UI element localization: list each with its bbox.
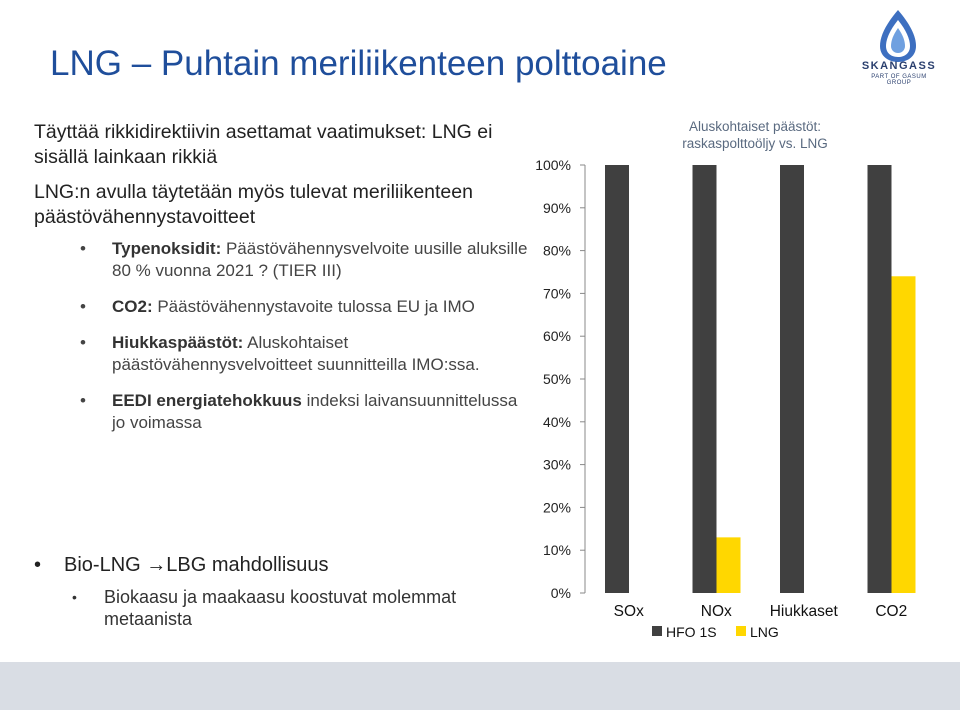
footer-bar [0, 662, 960, 710]
y-tick-label: 50% [542, 371, 571, 387]
logo-name: SKANGASS [861, 60, 937, 72]
bullet-text: Päästövähennystavoite tulossa EU ja IMO [152, 297, 475, 316]
x-tick-label: SOx [613, 603, 644, 620]
chart-title-line: Aluskohtaiset päästöt: [688, 119, 822, 134]
y-tick-label: 20% [542, 499, 571, 516]
x-tick-label: CO2 [875, 603, 908, 620]
y-tick-label: 80% [542, 242, 571, 259]
y-tick-label: 30% [542, 456, 571, 473]
bullet-list [34, 238, 534, 434]
lead-1: Täyttää rikkidirektiivin asettamat vaatimukset: LNG ei sisällä lainkaan rikkiä [34, 121, 493, 168]
bar-lng [892, 276, 916, 593]
y-tick-label: 0% [550, 585, 571, 601]
bullet-glyph: • [80, 297, 86, 316]
page-title: LNG – Puhtain meriliikenteen polttoaine [50, 44, 667, 83]
bullet-bold: CO2: [112, 297, 153, 316]
legend-swatch [652, 626, 662, 636]
legend-swatch [736, 626, 746, 636]
list-item [34, 390, 534, 434]
bullet-bold: EEDI energiatehokkuus [112, 391, 302, 410]
bullet-glyph: • [80, 239, 86, 258]
y-tick-label: 70% [542, 285, 571, 302]
bullet-text: indeksi laivansuunnittelussa jo voimassa [112, 391, 518, 432]
legend-label: HFO 1S [666, 624, 717, 640]
list-item [34, 332, 534, 376]
bio-main-item [34, 552, 534, 578]
list-item [34, 296, 534, 318]
chart-title [682, 119, 828, 151]
bullet-glyph: • [80, 391, 86, 410]
text-content [34, 120, 534, 448]
bullet-glyph: • [72, 589, 77, 605]
x-tick-label: NOx [700, 603, 732, 620]
bar-hfo-1s [780, 165, 804, 593]
bar-lng [717, 537, 741, 593]
legend-label: LNG [750, 624, 779, 640]
bullet-bold: Hiukkaspäästöt: [112, 333, 244, 352]
bullet-glyph: • [34, 554, 42, 576]
y-tick-label: 100% [535, 157, 571, 173]
bio-sub-item [34, 586, 534, 630]
bar-hfo-1s [605, 165, 629, 593]
bio-main-text: Bio-LNG →LBG mahdollisuus [64, 554, 329, 576]
logo-sub: PART OF GASUM GROUP [871, 74, 927, 86]
lead-2: LNG:n avulla täytetään myös tulevat meriliikenteen päästövähennystavoitteet [34, 181, 473, 228]
bar-hfo-1s [693, 165, 717, 593]
x-tick-label: Hiukkaset [769, 603, 838, 620]
list-item [34, 238, 534, 282]
y-tick-label: 90% [542, 199, 571, 216]
bullet-glyph: • [80, 333, 86, 352]
bio-sub-text: Biokaasu ja maakaasu koostuvat molemmat metaanista [104, 587, 457, 629]
bar-hfo-1s [868, 165, 892, 593]
y-tick-label: 60% [542, 328, 571, 345]
bio-section [34, 552, 534, 630]
y-tick-label: 40% [542, 413, 571, 430]
bullet-bold: Typenoksidit: [112, 239, 222, 258]
chart-title-line: raskaspolttoöljy vs. LNG [682, 136, 828, 151]
y-tick-label: 10% [542, 542, 571, 559]
bullet-text: Päästövähennysvelvoite uusille aluksille 80 % vuonna 2021 ? (TIER III) [112, 239, 528, 280]
bullet-text: Aluskohtaiset päästövähennysvelvoitteet suunnitteilla IMO:ssa. [112, 333, 480, 374]
